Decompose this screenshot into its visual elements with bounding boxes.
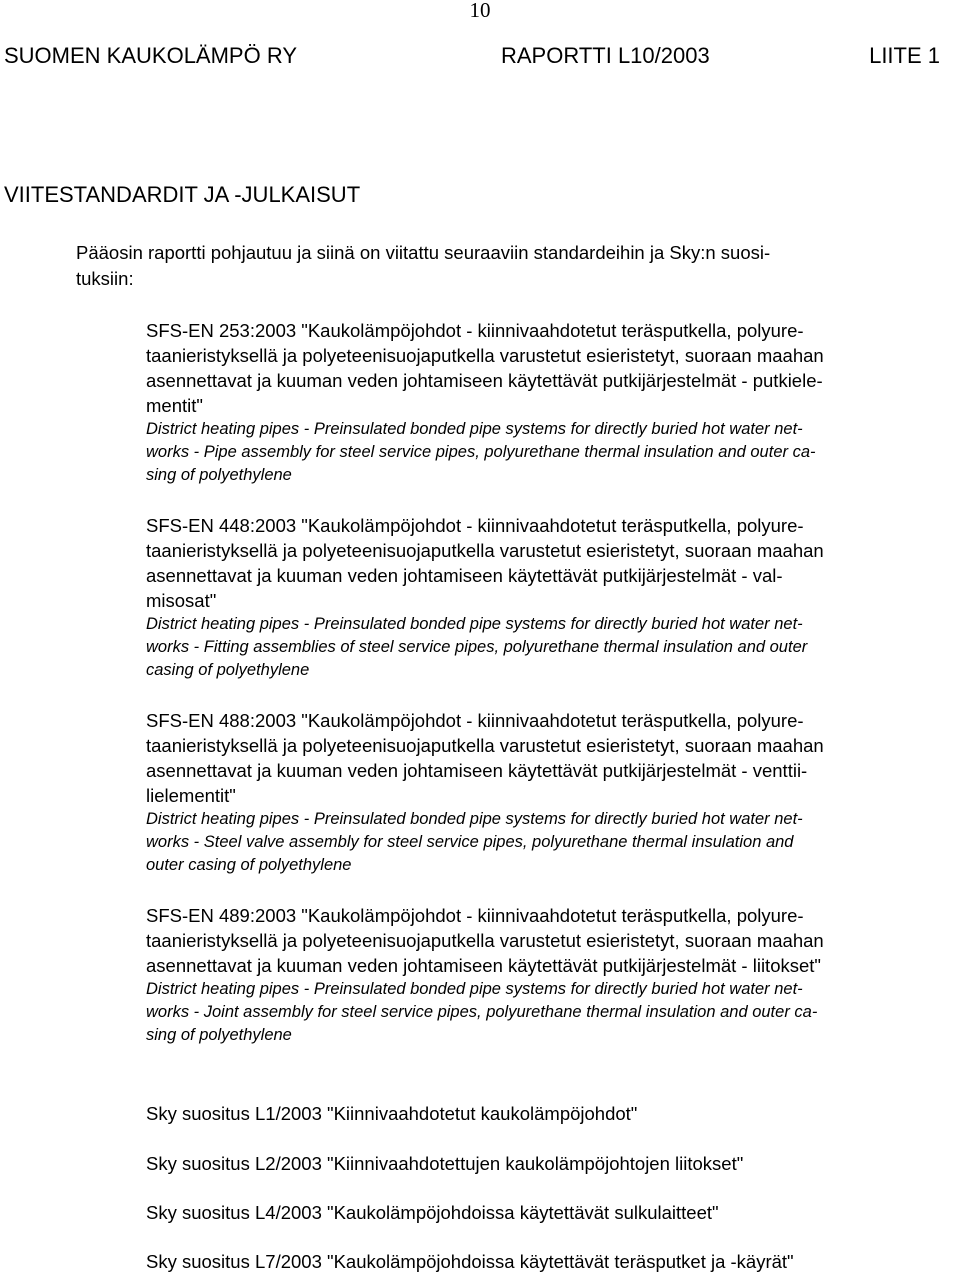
standard-finnish-title: [146, 318, 946, 418]
text-line: asennettavat ja kuuman veden johtamiseen käytettävät putkijärjestelmät - putkiele-: [146, 370, 823, 391]
text-line: taanieristyksellä ja polyeteenisuojaputkella varustetut esieristetyt, suoraan maahan: [146, 930, 824, 951]
standard-english-title: [146, 418, 946, 487]
page-number: 10: [469, 0, 491, 22]
text-line: works - Joint assembly for steel service pipes, polyurethane thermal insulation and outer ca-: [146, 1003, 818, 1021]
standard-entry-en253: [146, 318, 946, 487]
text-line: District heating pipes - Preinsulated bonded pipe systems for directly buried hot water net-: [146, 615, 803, 633]
text-line: District heating pipes - Preinsulated bonded pipe systems for directly buried hot water net-: [146, 420, 803, 438]
recommendation-item: Sky suositus L1/2003 "Kiinnivaahdotetut kaukolämpöjohdot": [146, 1103, 638, 1124]
standard-finnish-title: [146, 513, 946, 613]
section-title: VIITESTANDARDIT JA -JULKAISUT: [4, 182, 361, 207]
recommendation-item: Sky suositus L7/2003 "Kaukolämpöjohdoissa käytettävät teräsputket ja -käyrät": [146, 1251, 794, 1272]
text-line: sing of polyethylene: [146, 466, 292, 484]
text-line: mentit": [146, 395, 203, 416]
text-line: misosat": [146, 590, 217, 611]
text-line: SFS-EN 448:2003 "Kaukolämpöjohdot - kiinnivaahdotetut teräsputkella, polyure-: [146, 515, 804, 536]
header-appendix: LIITE 1: [869, 43, 940, 68]
header-report-id: RAPORTTI L10/2003: [501, 43, 710, 68]
standard-english-title: [146, 978, 946, 1047]
text-line: SFS-EN 489:2003 "Kaukolämpöjohdot - kiinnivaahdotetut teräsputkella, polyure-: [146, 905, 804, 926]
intro-line: tuksiin:: [76, 268, 134, 289]
text-line: casing of polyethylene: [146, 661, 310, 679]
standard-english-title: [146, 613, 946, 682]
text-line: SFS-EN 253:2003 "Kaukolämpöjohdot - kiinnivaahdotetut teräsputkella, polyure-: [146, 320, 804, 341]
text-line: District heating pipes - Preinsulated bonded pipe systems for directly buried hot water net-: [146, 980, 803, 998]
recommendation-item: Sky suositus L2/2003 "Kiinnivaahdotettujen kaukolämpöjohtojen liitokset": [146, 1153, 744, 1174]
intro-paragraph: [76, 240, 770, 292]
text-line: lielementit": [146, 785, 236, 806]
text-line: District heating pipes - Preinsulated bonded pipe systems for directly buried hot water net-: [146, 810, 803, 828]
standard-english-title: [146, 808, 946, 877]
standard-finnish-title: [146, 903, 946, 978]
standard-finnish-title: [146, 708, 946, 808]
text-line: asennettavat ja kuuman veden johtamiseen käytettävät putkijärjestelmät - liitokset": [146, 955, 821, 976]
intro-line: Pääosin raportti pohjautuu ja siinä on viitattu seuraaviin standardeihin ja Sky:n suosi-: [76, 242, 771, 263]
header-organization: SUOMEN KAUKOLÄMPÖ RY: [4, 43, 297, 68]
standard-entry-en489: [146, 903, 946, 1047]
text-line: sing of polyethylene: [146, 1026, 292, 1044]
text-line: asennettavat ja kuuman veden johtamiseen käytettävät putkijärjestelmät - venttii-: [146, 760, 808, 781]
recommendation-item: Sky suositus L4/2003 "Kaukolämpöjohdoissa käytettävät sulkulaitteet": [146, 1202, 719, 1223]
text-line: taanieristyksellä ja polyeteenisuojaputkella varustetut esieristetyt, suoraan maahan: [146, 540, 824, 561]
text-line: SFS-EN 488:2003 "Kaukolämpöjohdot - kiinnivaahdotetut teräsputkella, polyure-: [146, 710, 804, 731]
text-line: works - Steel valve assembly for steel service pipes, polyurethane thermal insulation and: [146, 833, 794, 851]
text-line: outer casing of polyethylene: [146, 856, 352, 874]
text-line: taanieristyksellä ja polyeteenisuojaputkella varustetut esieristetyt, suoraan maahan: [146, 735, 824, 756]
standard-entry-en488: [146, 708, 946, 877]
text-line: taanieristyksellä ja polyeteenisuojaputkella varustetut esieristetyt, suoraan maahan: [146, 345, 824, 366]
text-line: asennettavat ja kuuman veden johtamiseen käytettävät putkijärjestelmät - val-: [146, 565, 783, 586]
text-line: works - Fitting assemblies of steel service pipes, polyurethane thermal insulation and outer: [146, 638, 808, 656]
text-line: works - Pipe assembly for steel service pipes, polyurethane thermal insulation and outer ca-: [146, 443, 816, 461]
standard-entry-en448: [146, 513, 946, 682]
